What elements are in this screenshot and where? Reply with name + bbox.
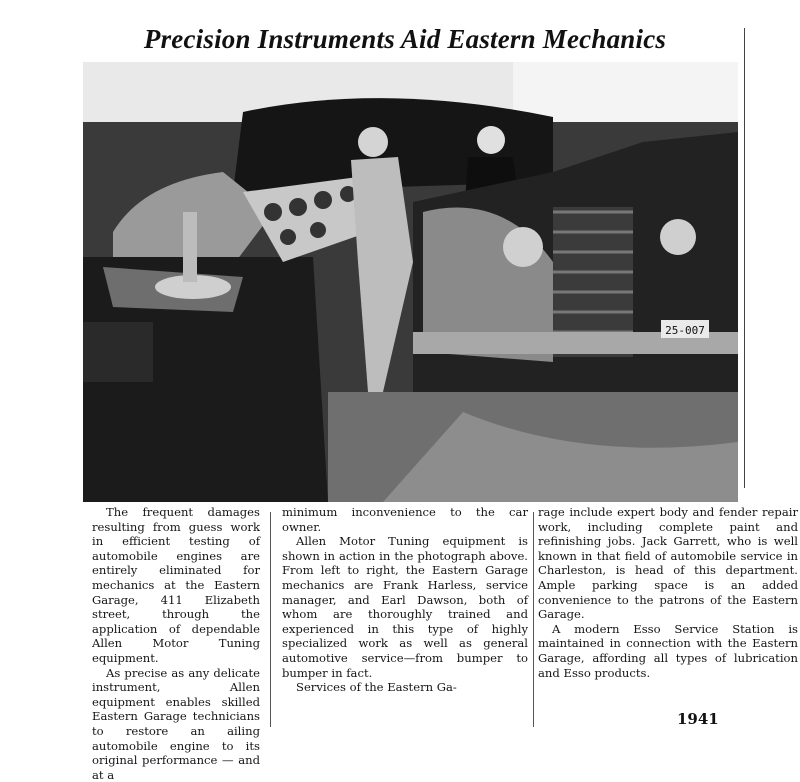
window-right — [513, 62, 738, 122]
license-plate-text: 25-007 — [665, 324, 705, 337]
garage-photo-illustration — [83, 62, 738, 502]
article-column-2 — [282, 505, 528, 695]
mechanic-2-head — [477, 126, 505, 154]
photograph — [83, 62, 738, 502]
article-paragraph: The frequent damages resulting from guess work in efficient testing of automobile engines are entirely eliminated for mechanics at the Eastern Garage, 411 Elizabeth street, through the application of dependable Allen Motor Tuning equipment. — [92, 505, 260, 665]
meter-post — [183, 212, 197, 282]
article-paragraph: A modern Esso Service Station is maintained in connection with the Eastern Garage, affording all types of lubrication and Esso products. — [538, 621, 798, 680]
year-label: 1941 — [677, 710, 719, 728]
cabinet-panel — [83, 322, 153, 382]
article-paragraph: rage include expert body and fender repair work, including complete paint and refinishing jobs. Jack Garrett, who is well known in that field of automobile service in Charleston, is head of this department. Ample parking space is an added convenience to the patrons of the Eastern Garage. — [538, 505, 798, 622]
article-paragraph: minimum inconvenience to the car owner. — [282, 505, 528, 534]
dial-1 — [264, 203, 282, 221]
column-divider — [270, 512, 271, 727]
article-paragraph: Allen Motor Tuning equipment is shown in action in the photograph above. From left to right, the Eastern Garage mechanics are Frank Harless, service manager, and Earl Dawson, both of whom are thoroughly trained and experienced in this type of highly specialized work as well as general automotive service—from bumper to bumper in fact. — [282, 534, 528, 680]
column-rule — [744, 28, 745, 488]
article-paragraph: As precise as any delicate instrument, Allen equipment enables skilled Eastern Garage technicians to restore an ailing automobile engine to its original performance — and at a — [92, 665, 260, 782]
column-divider — [533, 512, 534, 727]
headline: Precision Instruments Aid Eastern Mechanics — [143, 24, 667, 54]
dial-5 — [280, 229, 296, 245]
dial-2 — [289, 198, 307, 216]
mechanic-1-head — [358, 127, 388, 157]
article-column-3 — [538, 505, 798, 680]
article-column-1 — [92, 505, 260, 782]
article-paragraph: Services of the Eastern Ga- — [296, 680, 457, 695]
headlight-right — [660, 219, 696, 255]
headlight-left — [503, 227, 543, 267]
dial-6 — [310, 222, 326, 238]
dial-3 — [314, 191, 332, 209]
